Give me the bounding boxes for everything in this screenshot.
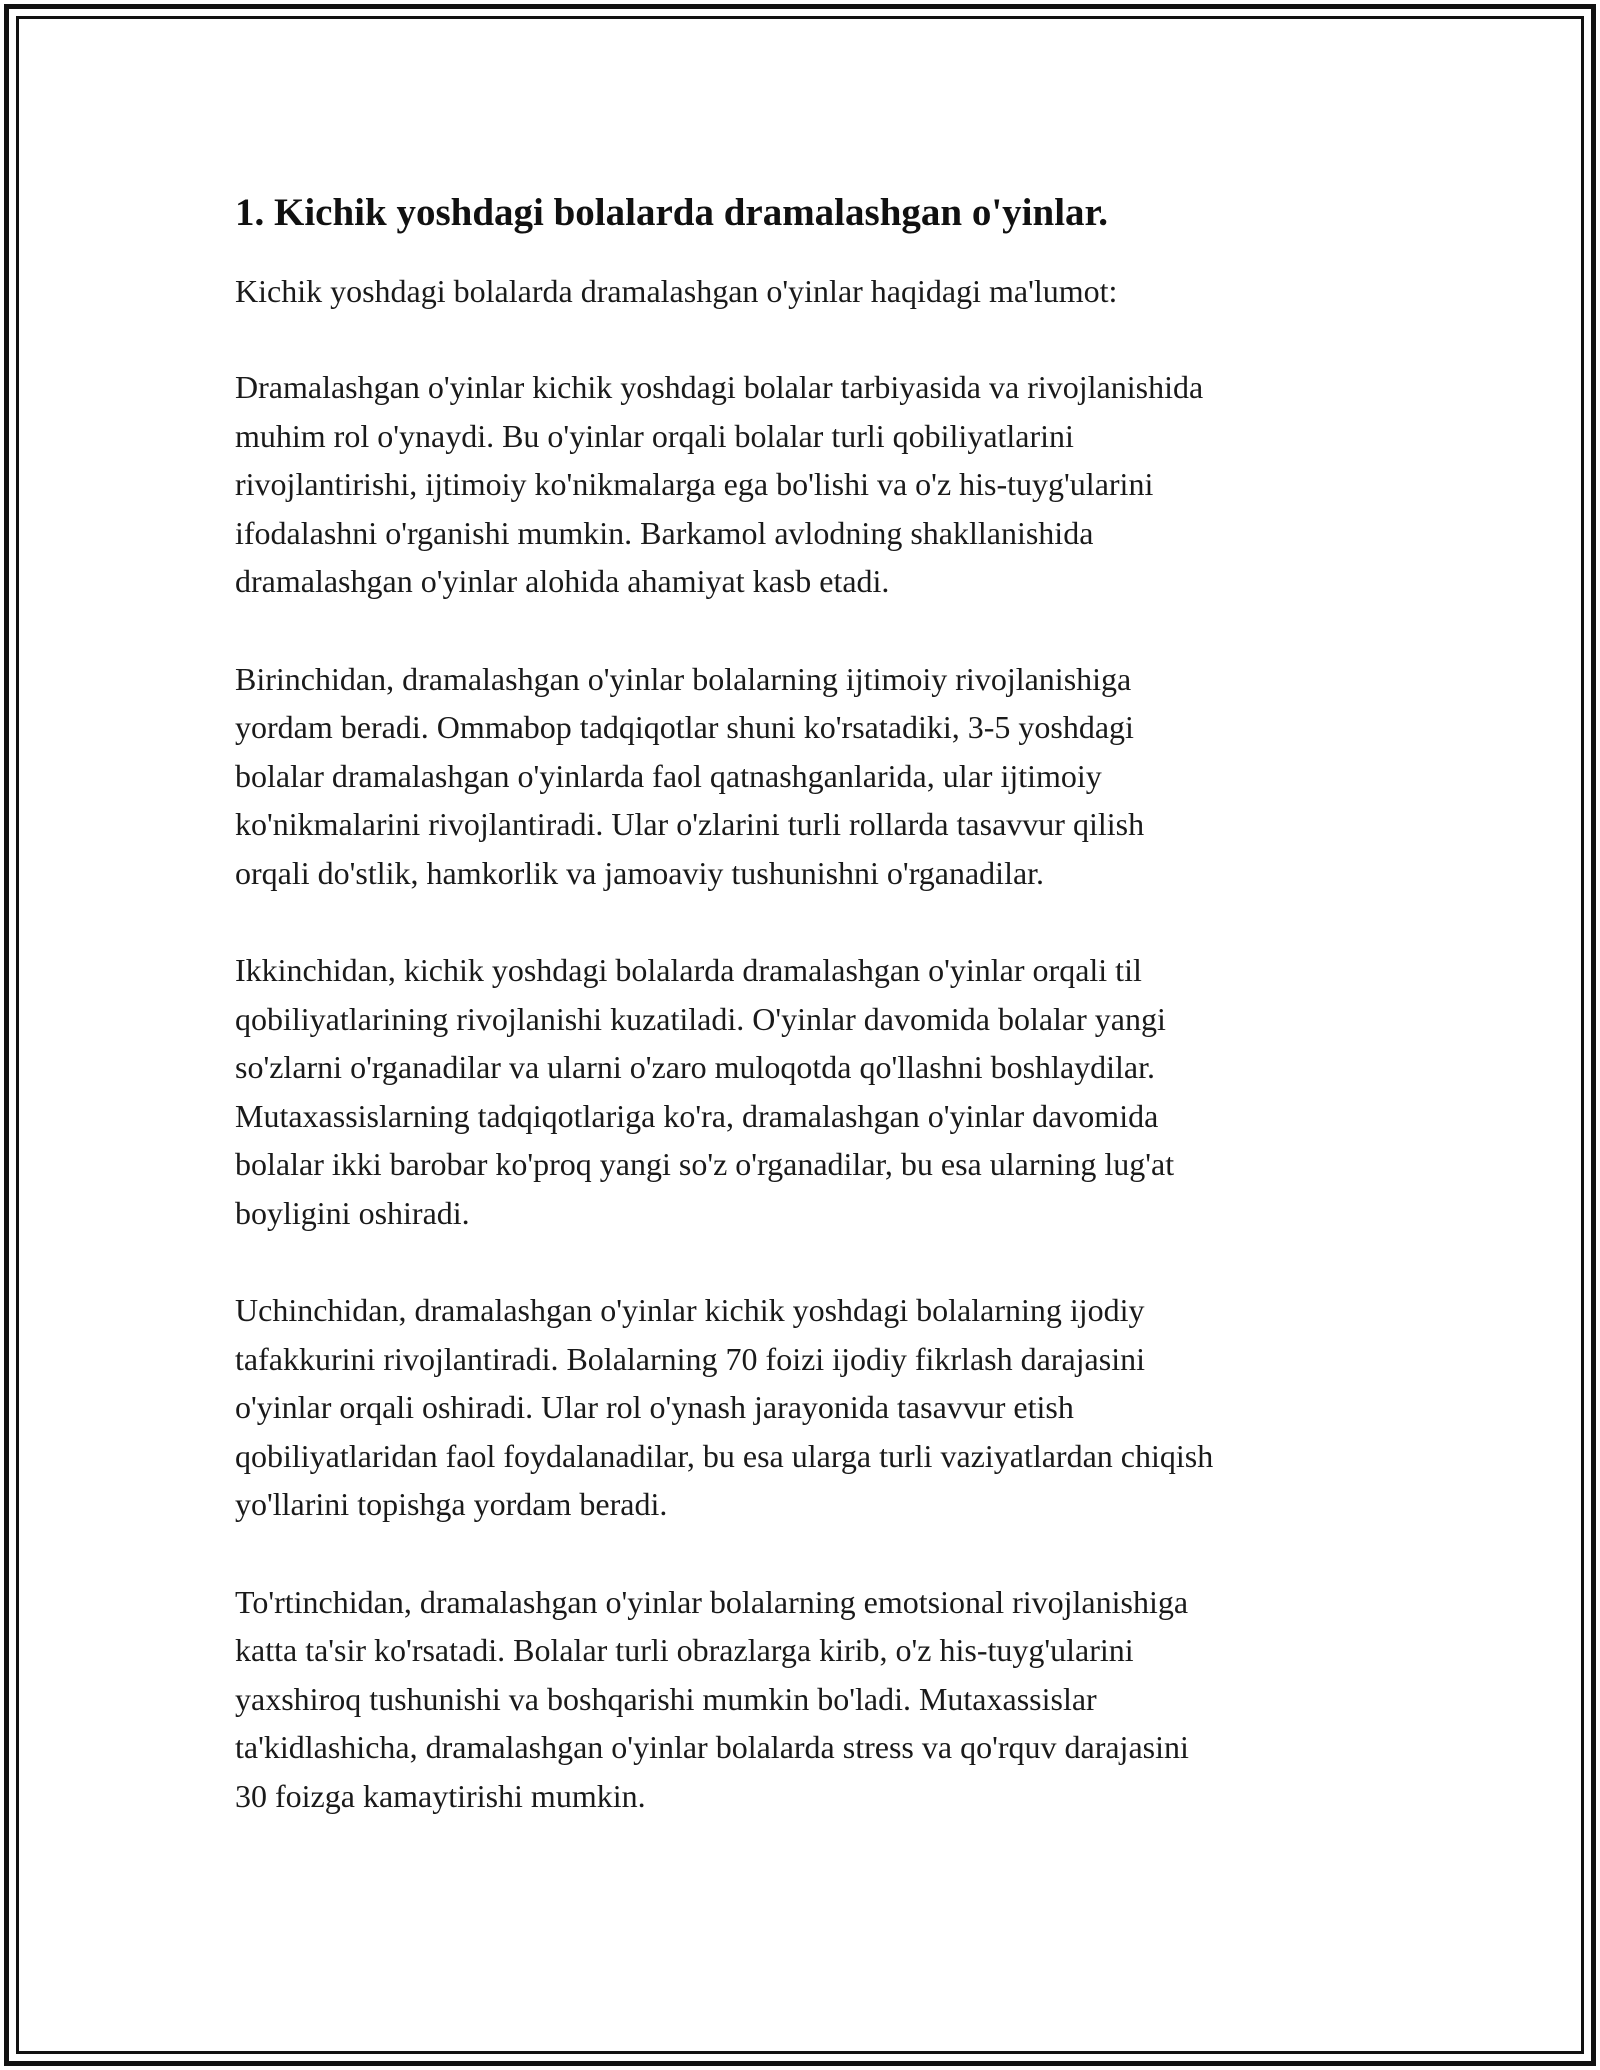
- text-line: yaxshiroq tushunishi va boshqarishi mumkin bo'ladi. Mutaxassislar: [235, 1680, 1097, 1717]
- text-line: qobiliyatlarining rivojlanishi kuzatiladi. O'yinlar davomida bolalar yangi: [235, 1000, 1166, 1037]
- text-line: Uchinchidan, dramalashgan o'yinlar kichik yoshdagi bolalarning ijodiy: [235, 1292, 1145, 1328]
- text-line: tafakkurini rivojlantiradi. Bolalarning 70 foizi ijodiy fikrlash darajasini: [235, 1340, 1145, 1377]
- text-line: dramalashgan o'yinlar alohida ahamiyat kasb etadi.: [235, 563, 890, 599]
- document-title: 1. Kichik yoshdagi bolalarda dramalashgan o'yinlar.: [235, 191, 1109, 234]
- text-line: ko'nikmalarini rivojlantiradi. Ular o'zlarini turli rollarda tasavvur qilish: [235, 806, 1145, 842]
- text-line: rivojlantirishi, ijtimoiy ko'nikmalarga ega bo'lishi va o'z his-tuyg'ularini: [235, 466, 1154, 502]
- text-line: boyligini oshiradi.: [235, 1194, 470, 1231]
- document-body: [235, 185, 1365, 1869]
- text-line: 30 foizga kamaytirishi mumkin.: [235, 1777, 646, 1814]
- paragraph-1: [235, 363, 1365, 606]
- intro-paragraph: Kichik yoshdagi bolalarda dramalashgan o'yinlar haqidagi ma'lumot:: [235, 273, 1118, 309]
- text-line: katta ta'sir ko'rsatadi. Bolalar turli obrazlarga kirib, o'z his-tuyg'ularini: [235, 1632, 1134, 1668]
- paragraph-2: [235, 655, 1365, 898]
- paragraph-3: [235, 946, 1365, 1237]
- text-line: Dramalashgan o'yinlar kichik yoshdagi bolalar tarbiyasida va rivojlanishida: [235, 369, 1204, 405]
- text-line: orqali do'stlik, hamkorlik va jamoaviy tushunishni o'rganadilar.: [235, 854, 1045, 891]
- text-line: muhim rol o'ynaydi. Bu o'yinlar orqali bolalar turli qobiliyatlarini: [235, 417, 1074, 454]
- text-line: ifodalashni o'rganishi mumkin. Barkamol avlodning shakllanishida: [235, 514, 1094, 551]
- text-line: bolalar dramalashgan o'yinlarda faol qatnashganlarida, ular ijtimoiy: [235, 757, 1102, 794]
- text-line: o'yinlar orqali oshiradi. Ular rol o'ynash jarayonida tasavvur etish: [235, 1389, 1074, 1425]
- text-line: yo'llarini topishga yordam beradi.: [235, 1486, 668, 1522]
- text-line: ta'kidlashicha, dramalashgan o'yinlar bolalarda stress va qo'rquv darajasini: [235, 1729, 1189, 1765]
- text-line: Ikkinchidan, kichik yoshdagi bolalarda dramalashgan o'yinlar orqali til: [235, 952, 1142, 988]
- paragraph-5: [235, 1578, 1365, 1821]
- text-line: Birinchidan, dramalashgan o'yinlar bolalarning ijtimoiy rivojlanishiga: [235, 660, 1132, 697]
- text-line: Mutaxassislarning tadqiqotlariga ko'ra, dramalashgan o'yinlar davomida: [235, 1097, 1159, 1134]
- text-line: yordam beradi. Ommabop tadqiqotlar shuni ko'rsatadiki, 3-5 yoshdagi: [235, 709, 1134, 745]
- text-line: qobiliyatlaridan faol foydalanadilar, bu esa ularga turli vaziyatlardan chiqish: [235, 1437, 1214, 1474]
- text-line: bolalar ikki barobar ko'proq yangi so'z o'rganadilar, bu esa ularning lug'at: [235, 1146, 1175, 1182]
- text-line: To'rtinchidan, dramalashgan o'yinlar bolalarning emotsional rivojlanishiga: [235, 1583, 1189, 1620]
- paragraph-4: [235, 1286, 1365, 1529]
- text-line: so'zlarni o'rganadilar va ularni o'zaro muloqotda qo'llashni boshlaydilar.: [235, 1049, 1156, 1085]
